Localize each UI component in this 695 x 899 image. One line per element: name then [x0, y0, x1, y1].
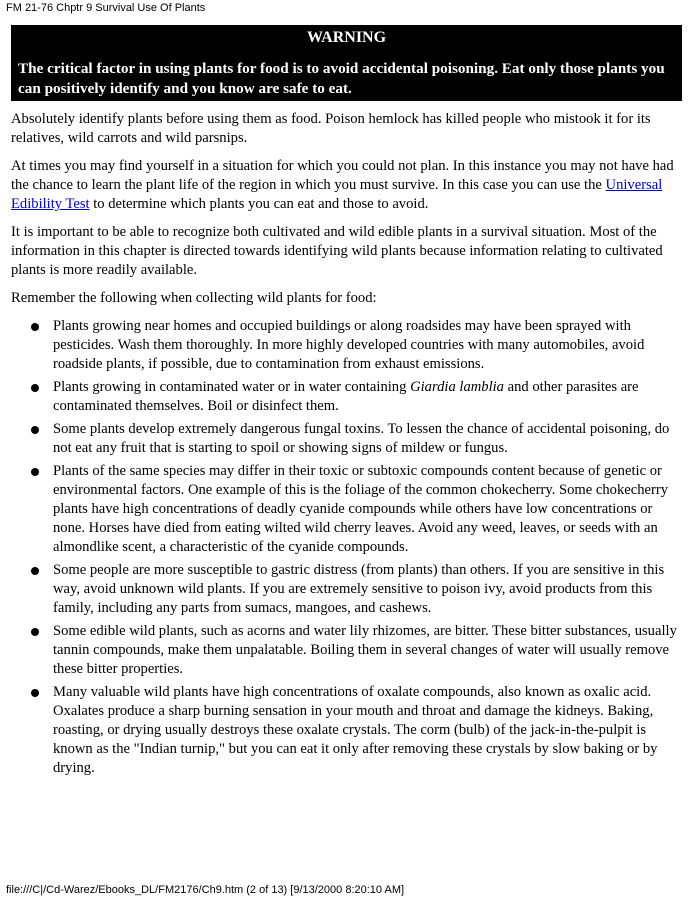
- list-item-text: Some people are more susceptible to gastric distress (from plants) than others. If you are sensitive in this way, avoid unknown wild plants. If you are extremely sensitive to poison ivy, avoid products from this family, including any parts from sumacs, mangoes, and cashews.: [53, 562, 665, 616]
- list-item-text: Plants growing near homes and occupied buildings or along roadsides may have been sprayed with pesticides. Wash them thoroughly. In more highly developed countries with many automobiles, avoid roadside plants, if possible, due to contamination from exhaust emissions.: [53, 318, 645, 372]
- page-footer: file:///C|/Cd-Warez/Ebooks_DL/FM2176/Ch9.htm (2 of 13) [9/13/2000 8:20:10 AM]: [6, 884, 405, 896]
- list-item-text-start: Plants growing in contaminated water or in water containing: [53, 379, 411, 395]
- paragraph-edibility-text-end: to determine which plants you can eat and those to avoid.: [89, 196, 429, 212]
- list-item: [11, 622, 687, 679]
- warning-title: WARNING: [306, 29, 387, 46]
- bullet-icon: [31, 468, 39, 476]
- paragraph-edibility-text-start: At times you may find yourself in a situation for which you could not plan. In this instance you may not have had the chance to learn the plant life of the region in which you must survive. In this case you can use the: [11, 158, 674, 193]
- list-item: [11, 378, 687, 416]
- paragraph-cultivated: It is important to be able to recognize both cultivated and wild edible plants in a survival situation. Most of the information in this chapter is directed towards identifying wild plants because information relating to cultivated plants is more readily available.: [11, 224, 663, 278]
- list-item-text: Some plants develop extremely dangerous fungal toxins. To lessen the chance of accidental poisoning, do not eat any fruit that is starting to spoil or showing signs of mildew or fungus.: [53, 421, 670, 456]
- bullet-icon: [31, 567, 39, 575]
- bullet-list: [11, 317, 687, 778]
- list-item-text-end: and other parasites are contaminated themselves. Boil or disinfect them.: [53, 379, 639, 414]
- bullet-icon: [31, 689, 39, 697]
- warning-box: [11, 25, 682, 101]
- paragraph-remember: Remember the following when collecting wild plants for food:: [11, 290, 377, 306]
- list-item: [11, 420, 687, 458]
- list-item-text: Some edible wild plants, such as acorns and water lily rhizomes, are bitter. These bitter substances, usually tannin compounds, make them unpalatable. Boiling them in several changes of water will usually remove these bitter properties.: [53, 623, 677, 677]
- list-item: [11, 462, 687, 557]
- list-item: [11, 561, 687, 618]
- paragraph-edibility: [11, 157, 687, 214]
- universal-edibility-test-link[interactable]: Universal Edibility Test: [11, 177, 663, 212]
- page-header: FM 21-76 Chptr 9 Survival Use Of Plants: [6, 2, 206, 14]
- bullet-icon: [31, 628, 39, 636]
- chapter-content: [11, 110, 687, 782]
- list-item-text: Many valuable wild plants have high concentrations of oxalate compounds, also known as oxalic acid. Oxalates produce a sharp burning sensation in your mouth and throat and damage the kidneys. Baking, roasting, or drying usually destroys these oxalate crystals. The corm (bulb) of the jack-in-the-pulpit is known as the "Indian turnip," but you can eat it only after removing these crystals by slow baking or by drying.: [53, 684, 658, 776]
- bullet-icon: [31, 384, 39, 392]
- list-item: [11, 317, 687, 374]
- bullet-icon: [31, 426, 39, 434]
- list-item: [11, 683, 687, 778]
- bullet-icon: [31, 323, 39, 331]
- warning-text: The critical factor in using plants for food is to avoid accidental poisoning. Eat only those plants you can positively identify and you know are safe to eat.: [18, 60, 665, 97]
- list-item-italic-term: Giardia lamblia: [410, 379, 504, 395]
- paragraph-identify: Absolutely identify plants before using them as food. Poison hemlock has killed people who mistook it for its relatives, wild carrots and wild parsnips.: [11, 111, 651, 146]
- list-item-text: Plants of the same species may differ in their toxic or subtoxic compounds content because of genetic or environmental factors. One example of this is the foliage of the common chokecherry. Some chokecherry plants have high concentrations of deadly cyanide compounds while others have low concentrations or none. Horses have died from eating wilted wild cherry leaves. Avoid any weed, leaves, or seeds with an almondlike scent, a characteristic of the cyanide compounds.: [53, 463, 669, 555]
